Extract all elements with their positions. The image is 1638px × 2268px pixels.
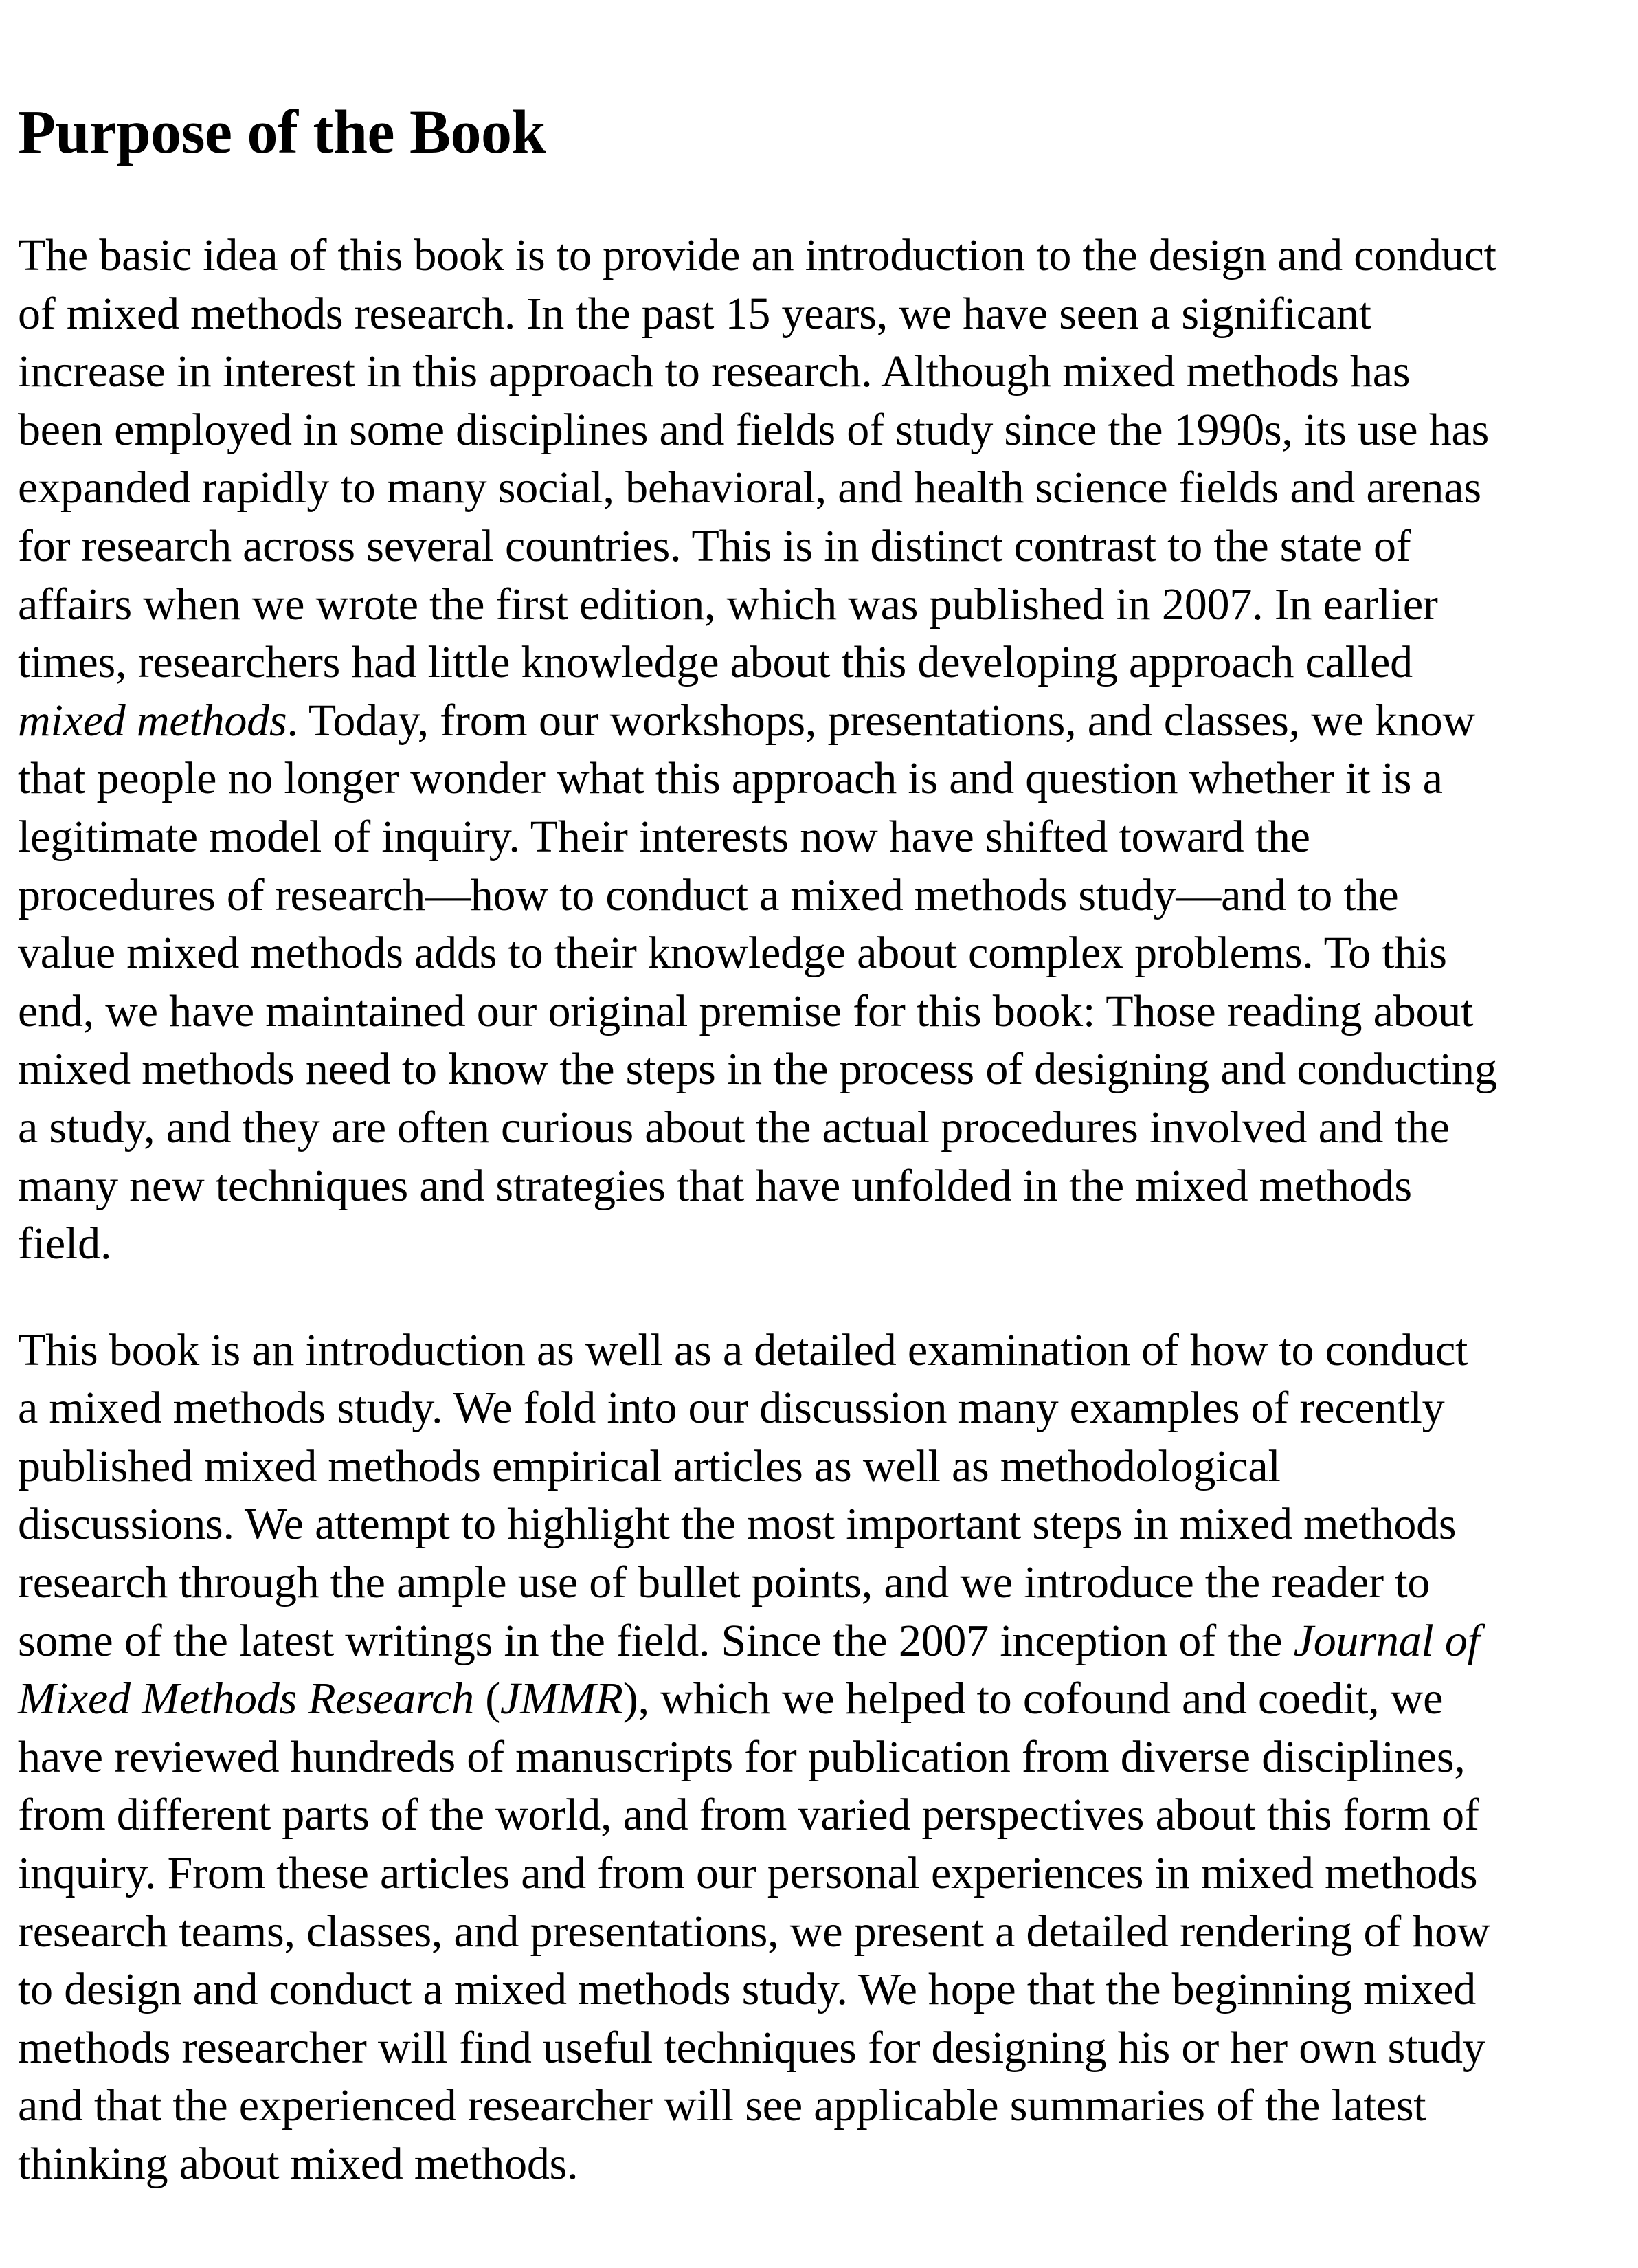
text-line — [18, 227, 1626, 285]
text-run: a study, and they are often curious about the actual procedures involved and the — [18, 1102, 1450, 1153]
text-line — [18, 2135, 1626, 2194]
text-run: have reviewed hundreds of manuscripts for publication from diverse disciplines, — [18, 1731, 1466, 1782]
italic-text: Mixed Methods Research — [18, 1674, 474, 1724]
text-line — [18, 1728, 1626, 1787]
document-page — [18, 95, 1626, 2194]
text-run: field. — [18, 1219, 112, 1269]
text-line — [18, 808, 1626, 867]
text-run: ), which we helped to cofound and coedit, we — [622, 1674, 1444, 1724]
italic-text: mixed methods — [18, 695, 287, 746]
text-line — [18, 518, 1626, 576]
text-run: mixed methods need to know the steps in the process of designing and conducting — [18, 1044, 1497, 1095]
paragraph-2 — [18, 1322, 1626, 2194]
text-run: This book is an introduction as well as a detailed examination of how to conduct — [18, 1324, 1468, 1375]
text-run: inquiry. From these articles and from our personal experiences in mixed methods — [18, 1848, 1478, 1899]
text-line — [18, 1496, 1626, 1554]
text-run: from different parts of the world, and from varied perspectives about this form of — [18, 1790, 1479, 1841]
text-line — [18, 459, 1626, 518]
text-run: ( — [473, 1674, 501, 1724]
text-run: increase in interest in this approach to research. Although mixed methods has — [18, 346, 1411, 397]
text-run: for research across several countries. This is in distinct contrast to the state of — [18, 520, 1411, 571]
text-run: The basic idea of this book is to provide an introduction to the design and conduct — [18, 230, 1496, 280]
text-line — [18, 2019, 1626, 2078]
text-run: a mixed methods study. We fold into our discussion many examples of recently — [18, 1383, 1445, 1434]
italic-text: JMMR — [500, 1674, 623, 1724]
text-run: . Today, from our workshops, presentations, and classes, we know — [287, 695, 1475, 746]
text-run: some of the latest writings in the field. Since the 2007 inception of the — [18, 1615, 1294, 1666]
text-line — [18, 2077, 1626, 2135]
text-line — [18, 401, 1626, 460]
text-run: expanded rapidly to many social, behavioral, and health science fields and arenas — [18, 463, 1481, 513]
text-line — [18, 1215, 1626, 1274]
text-line — [18, 1670, 1626, 1728]
text-line — [18, 983, 1626, 1041]
section-heading: Purpose of the Book — [18, 98, 546, 166]
text-run: research through the ample use of bullet points, and we introduce the reader to — [18, 1557, 1431, 1608]
text-run: end, we have maintained our original premise for this book: Those reading about — [18, 986, 1474, 1036]
text-line — [18, 692, 1626, 751]
text-run: methods researcher will find useful techniques for designing his or her own study — [18, 2022, 1485, 2073]
text-line — [18, 1903, 1626, 1961]
text-line — [18, 750, 1626, 808]
text-run: that people no longer wonder what this approach is and question whether it is a — [18, 753, 1443, 804]
text-run: been employed in some disciplines and fields of study since the 1990s, its use has — [18, 404, 1490, 455]
text-line — [18, 924, 1626, 983]
text-line — [18, 1554, 1626, 1612]
text-run: times, researchers had little knowledge about this developing approach called — [18, 637, 1413, 688]
text-run: discussions. We attempt to highlight the most important steps in mixed methods — [18, 1499, 1457, 1550]
text-run: and that the experienced researcher will see applicable summaries of the latest — [18, 2080, 1426, 2131]
text-line — [18, 576, 1626, 634]
paragraph-1 — [18, 227, 1626, 1274]
text-line — [18, 1961, 1626, 2019]
text-run: many new techniques and strategies that have unfolded in the mixed methods — [18, 1160, 1412, 1211]
text-line — [18, 1612, 1626, 1671]
text-line — [18, 1438, 1626, 1496]
text-run: legitimate model of inquiry. Their interests now have shifted toward the — [18, 811, 1310, 862]
text-line — [18, 1157, 1626, 1216]
text-run: procedures of research—how to conduct a mixed methods study—and to the — [18, 869, 1399, 920]
text-run: to design and conduct a mixed methods study. We hope that the beginning mixed — [18, 1964, 1477, 2015]
text-line — [18, 1379, 1626, 1438]
text-line — [18, 867, 1626, 925]
text-run: thinking about mixed methods. — [18, 2139, 579, 2189]
text-run: research teams, classes, and presentations, we present a detailed rendering of how — [18, 1906, 1490, 1957]
text-run: of mixed methods research. In the past 15 years, we have seen a significant — [18, 288, 1371, 339]
text-line — [18, 1845, 1626, 1903]
text-run: affairs when we wrote the first edition, which was published in 2007. In earlier — [18, 579, 1438, 630]
text-run: published mixed methods empirical articles as well as methodological — [18, 1441, 1281, 1491]
text-line — [18, 1786, 1626, 1845]
italic-text: Journal of — [1293, 1615, 1480, 1666]
text-run: value mixed methods adds to their knowledge about complex problems. To this — [18, 928, 1447, 979]
text-line — [18, 1099, 1626, 1157]
text-line — [18, 343, 1626, 401]
text-line — [18, 285, 1626, 344]
text-line — [18, 1041, 1626, 1099]
text-line — [18, 1322, 1626, 1380]
text-line — [18, 634, 1626, 692]
